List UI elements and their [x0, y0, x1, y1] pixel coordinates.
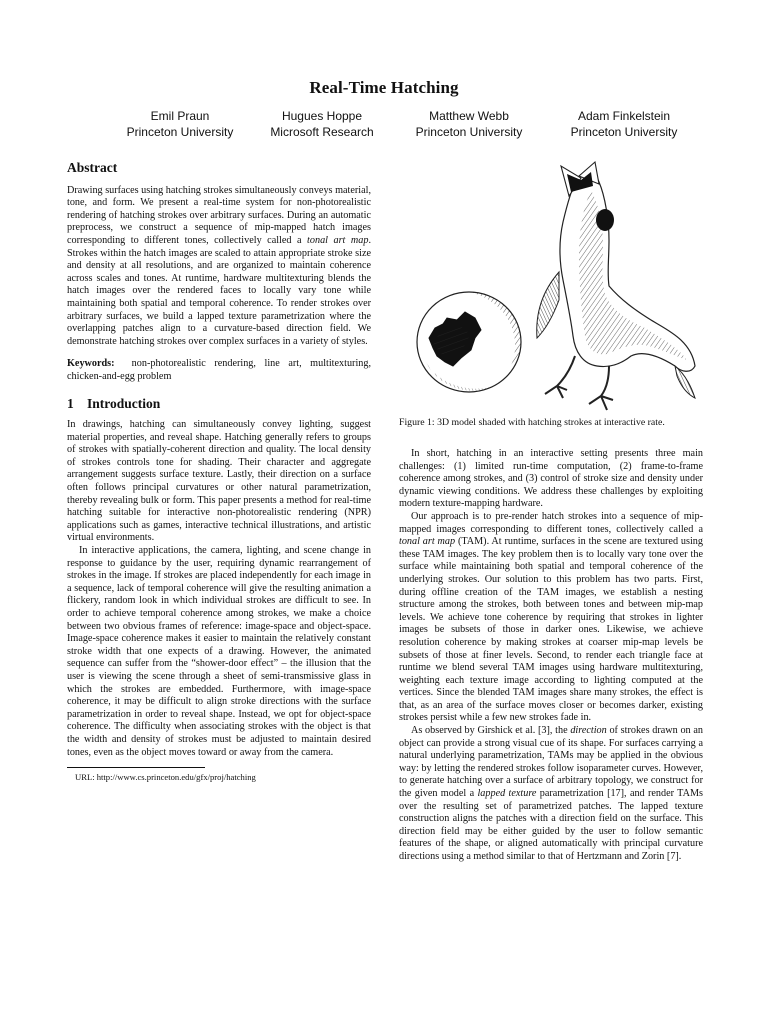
keywords-label: Keywords: [67, 358, 115, 370]
keywords [67, 358, 371, 383]
author-name: Emil Praun [150, 109, 210, 123]
intro-paragraph-1: In drawings, hatching can simultaneously convey lighting, suggest material properties, and reveal shape. Hatching generally refers to groups of strokes with spatially-coherent direction and quality. The local density of strokes controls tone for shading. Their character and aggregate arrangement suggests surface texture. Lastly, their direction on a surface often follows principal curvatures or other natural parametrization, thereby revealing bulk or form. This paper presents a method for real-time hatching suitable for interactive non-photorealistic rendering (NPR) applications such as games, interactive technical illustrations, and artistic virtual environments. [67, 419, 371, 544]
author-affiliation: Princeton University [126, 125, 234, 139]
left-column [67, 162, 371, 783]
right-paragraph-1: In short, hatching in an interactive setting presents three main challenges: (1) limited run-time computation, (2) frame-to-frame coherence among strokes, and (3) control of stroke size and density under dynamic viewing conditions. We address these challenges by exploiting modern texture-mapping hardware. [399, 448, 703, 510]
author-affiliation: Princeton University [570, 125, 678, 139]
author-name: Hugues Hoppe [281, 109, 363, 123]
figure-caption: Figure 1: 3D model shaded with hatching strokes at interactive rate. [399, 417, 665, 428]
egg-illustration [417, 292, 521, 392]
author-1 [104, 108, 256, 140]
author-name: Adam Finkelstein [577, 109, 671, 123]
author-2 [256, 108, 388, 140]
author-3 [388, 108, 550, 140]
chick-illustration [537, 162, 695, 410]
footnote-url: URL: http://www.cs.princeton.edu/gfx/proj/hatching [75, 772, 256, 783]
right-paragraph-3: As observed by Girshick et al. [3], the direction of strokes drawn on an object can provide a strong visual cue of its shape. For surfaces carrying a natural underlying parametrization, TAMs may be applied in the obvious way: by letting the rendered strokes follow isoparameter curves. However, to generate hatching over a surface of arbitrary topology, we construct for the given model a lapped texture parametrization [17], and render TAMs over the resulting set of parametrized patches. The lapped texture construction aligns the patches with a direction field on the surface. This direction field may be either guided by the user to follow semantic features of the shape, or aligned automatically with principal curvature directions using a method similar to that of Hertzmann and Zorin [7]. [399, 725, 703, 862]
abstract-heading: Abstract [67, 160, 118, 175]
author-affiliation: Microsoft Research [270, 125, 374, 139]
author-4 [550, 108, 698, 140]
author-block [104, 108, 724, 140]
right-paragraph-2: Our approach is to pre-render hatch strokes into a sequence of mip-mapped images corresponding to different tones, collectively called a tonal art map (TAM). At runtime, surfaces in the scene are textured using these TAM images. The key problem then is to locally vary tone over the surface while maintaining both spatial and temporal coherence of the underlying strokes. Our solution to this problem has two parts. First, during offline creation of the TAM images, we establish a nesting structure among the strokes, both between tones and between mip-map levels. We achieve tone coherence by requiring that strokes in lighter images be subsets of those in darker ones. Likewise, we achieve resolution coherence by making strokes at coarser mip-map levels be subsets of those at finer levels. Second, to render each triangle face at runtime we blend several TAM images using hardware multitexturing, weighting each texture image according to lighting computed at the vertices. Since the blended TAM images share many strokes, the effect is that, as an area of the surface moves closer or becomes darker, existing strokes persist while a few new strokes fade in. [399, 510, 703, 724]
abstract-text: Drawing surfaces using hatching strokes simultaneously conveys material, tone, and form. We present a real-time system for non-photorealistic rendering of hatching strokes over arbitrary surfaces. During an automatic preprocess, we construct a sequence of mip-mapped hatch images corresponding to different tones, collectively called a tonal art map. Strokes within the hatch images are scaled to attain appropriate stroke size and density at all resolutions, and are organized to maintain coherence across scales and tones. At runtime, hardware multitexturing blends the hatch images over the rendered faces to locally vary tone while maintaining both spatial and temporal coherence. To render strokes over arbitrary surfaces, we build a lapped texture parametrization where the overlapping patches align to a curvature-based direction field. We demonstrate hatching strokes over complex surfaces in a variety of styles. [67, 184, 371, 347]
figure-hatched-chicken-egg [395, 160, 705, 415]
footnote-divider [67, 767, 205, 768]
author-affiliation: Princeton University [415, 125, 523, 139]
right-column [399, 448, 703, 864]
section-heading-introduction: 1 Introduction [67, 395, 161, 411]
author-name: Matthew Webb [429, 109, 509, 123]
intro-paragraph-2: In interactive applications, the camera, lighting, and scene change in response to guidance by the user, requiring dynamic rearrangement of strokes in the image. If strokes are placed independently for each image in a sequence, lack of temporal coherence will give the resulting animation a flickery, random look in which individual strokes are difficult to see. In order to achieve temporal coherence among strokes, we make a choice between two obvious frames of reference: image-space and object-space. Image-space coherence makes it easier to maintain the relatively constant stroke width that one expects of a drawing. However, the animated sequence can suffer from the “shower-door effect” – the illusion that the user is viewing the scene through a sheet of semi-transmissive glass in which the strokes are embedded. Furthermore, with image-space coherence, it may be difficult to align stroke directions with the surface parametrization in order to reveal shape. Instead, we opt for object-space coherence. The difficulty when associating strokes with the object is that the width and density of strokes must be adjusted to maintain desired tones, even as the object moves toward or away from the camera. [67, 545, 371, 758]
keywords-text: non-photorealistic rendering, line art, multitexturing, chicken-and-egg problem [67, 358, 372, 382]
paper-title: Real-Time Hatching [309, 78, 459, 97]
